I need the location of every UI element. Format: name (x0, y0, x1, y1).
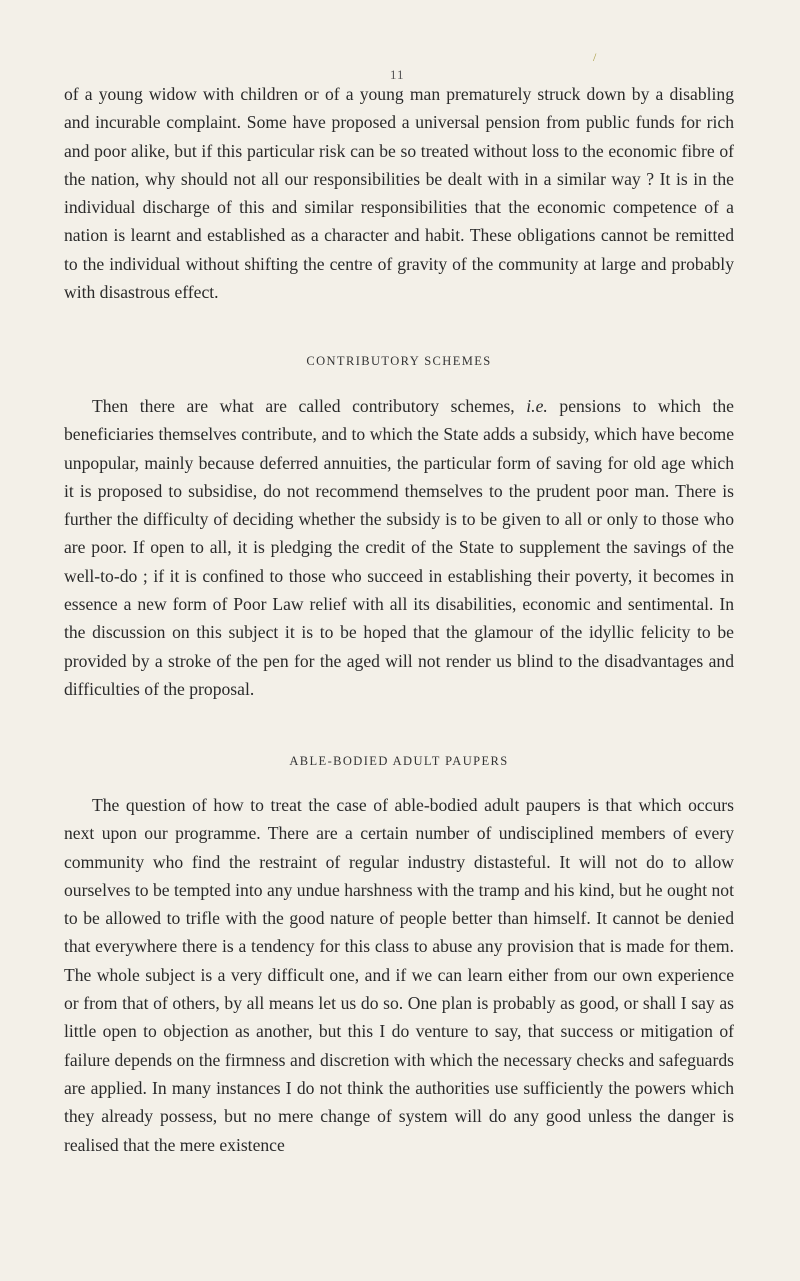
paragraph-3: The question of how to treat the case of able-bodied adult paupers is that which occurs next upon our programme. There are a certain number of undisciplined members of every community who find the restraint of regular industry distasteful. It will not do to allow ourselves to be tempted into any undue harshness with the tramp and his kind, but he ought not to be allowed to trifle with the good nature of people better than himself. It cannot be denied that everywhere there is a tendency for this class to abuse any provision that is made for them. The whole subject is a very difficult one, and if we can learn either from our own experience or from that of others, by all means let us do so. One plan is probably as good, or shall I say as little open to objection as another, but this I do venture to say, that success or mitigation of failure depends on the firmness and discretion with which the necessary checks and safeguards are applied. In many instances I do not think the authorities use sufficiently the powers which they already possess, but no mere change of system will do any good unless the danger is realised that the mere existence (64, 795, 734, 1155)
heading-able-bodied-adult-paupers: ABLE-BODIED ADULT PAUPERS (289, 754, 509, 768)
paragraph-1: of a young widow with children or of a young man prematurely struck down by a disabling and incurable complaint. Some have proposed a universal pension from public funds for rich and poor alike, but if this particular risk can be so treated without loss to the economic fibre of the nation, why should not all our responsibilities be dealt with in a similar way ? It is in the individual discharge of this and similar responsibilities that the economic competence of a nation is learnt and established as a character and habit. These obligations cannot be remitted to the individual without shifting the centre of gravity of the community at large and probably with disastrous effect. (64, 84, 734, 303)
page-number: 11 (390, 67, 405, 82)
paragraph-2-ie: i.e. (526, 396, 548, 416)
paragraph-2-part-1: Then there are what are called contributory schemes, (92, 396, 515, 416)
paragraph-2-part-2: pensions to which the beneficiaries themselves contribute, and to which the State adds a subsidy, which have become unpopular, mainly because deferred annuities, the particular form of saving for old age which it is proposed to subsidise, do not recommend themselves to the prudent poor man. There is further the difficulty of deciding whether the subsidy is to be given to all or only to those who are poor. If open to all, it is pledging the credit of the State to supplement the savings of the well-to-do ; if it is confined to those who succeed in establishing their poverty, it becomes in essence a new form of Poor Law relief with all its disabilities, economic and sentimental. In the discussion on this subject it is to be hoped that the glamour of the idyllic felicity to be provided by a stroke of the pen for the aged will not render us blind to the disadvantages and difficulties of the proposal. (64, 396, 734, 699)
heading-contributory-schemes: CONTRIBUTORY SCHEMES (306, 354, 492, 368)
paragraph-2 (64, 392, 734, 703)
margin-mark: / (593, 50, 597, 64)
